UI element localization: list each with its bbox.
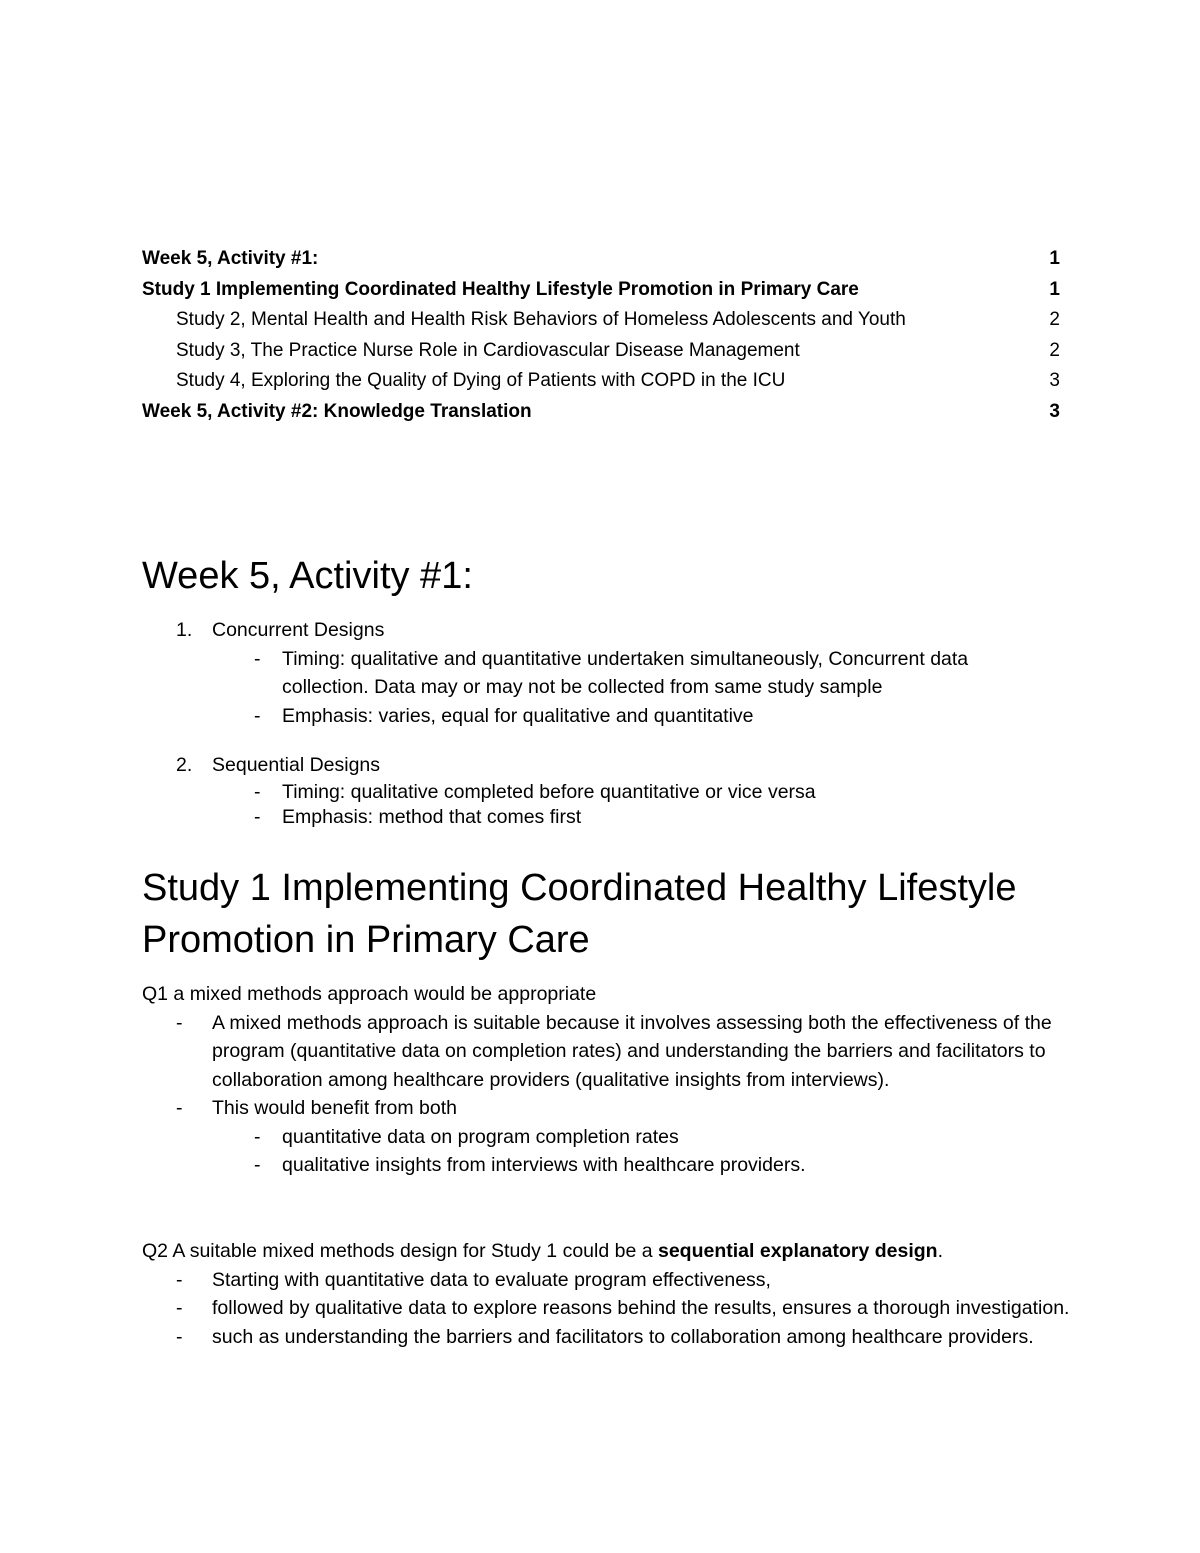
dash-bullet: - xyxy=(254,780,261,803)
bullet-item xyxy=(142,1323,1072,1352)
section-heading: Study 1 Implementing Coordinated Healthy Lifestyle Promotion in Primary Care xyxy=(142,867,1017,961)
bullet-item xyxy=(142,780,1042,805)
bullet-item xyxy=(142,1266,1072,1295)
bullet-item xyxy=(142,702,1042,731)
list-item xyxy=(142,616,1042,645)
dash-bullet: - xyxy=(254,805,261,828)
dash-bullet: - xyxy=(176,1325,183,1348)
toc-entry-page: 2 xyxy=(1049,339,1060,361)
dash-bullet: - xyxy=(176,1297,183,1319)
bullet-text: such as understanding the barriers and facilitators to collaboration among healthcare providers. xyxy=(212,1325,1034,1348)
list-item-title: Concurrent Designs xyxy=(212,619,385,641)
dash-bullet: - xyxy=(176,1011,183,1034)
toc-entry-text: Study 4, Exploring the Quality of Dying of Patients with COPD in the ICU xyxy=(176,370,786,392)
bullet-item xyxy=(142,645,1042,702)
dash-bullet: - xyxy=(176,1097,183,1119)
toc-entry-page: 1 xyxy=(1049,248,1060,269)
toc-entry-text: Week 5, Activity #1: xyxy=(142,248,319,269)
numbered-list xyxy=(142,616,1042,730)
toc-entry[interactable] xyxy=(142,397,1060,428)
question-text-end: . xyxy=(937,1240,943,1262)
toc-entry-page: 2 xyxy=(1049,309,1060,331)
toc-entry[interactable] xyxy=(142,336,1060,367)
dash-bullet: - xyxy=(254,1125,261,1148)
toc-entry-page: 1 xyxy=(1049,278,1060,300)
bullet-text: Timing: qualitative and quantitative undertaken simultaneously, Concurrent data collection. Data may or may not be collected from same study sample xyxy=(282,647,969,698)
bullet-item xyxy=(142,1094,1072,1123)
list-item xyxy=(142,751,1042,780)
numbered-list xyxy=(142,751,1042,830)
bullet-text: Emphasis: method that comes first xyxy=(282,805,582,828)
dash-bullet: - xyxy=(254,647,261,670)
list-number: 1. xyxy=(176,619,193,641)
list-item-title: Sequential Designs xyxy=(212,754,381,776)
bullet-text: qualitative insights from interviews with healthcare providers. xyxy=(282,1154,806,1176)
bullet-text: quantitative data on program completion rates xyxy=(282,1125,679,1148)
toc-entry-page: 3 xyxy=(1049,370,1060,392)
toc-entry-page: 3 xyxy=(1049,400,1060,422)
toc-entry-text: Study 2, Mental Health and Health Risk Behaviors of Homeless Adolescents and Youth xyxy=(176,309,906,331)
bullet-text: followed by qualitative data to explore reasons behind the results, ensures a thorough investigation. xyxy=(212,1297,1070,1319)
question-text xyxy=(142,1237,1072,1266)
dash-bullet: - xyxy=(254,1154,261,1176)
question-text-start: Q2 A suitable mixed methods design for Study 1 could be a xyxy=(142,1240,658,1262)
dash-bullet: - xyxy=(254,704,261,727)
bullet-text: This would benefit from both xyxy=(212,1097,457,1119)
section-heading: Week 5, Activity #1: xyxy=(142,555,473,597)
bullet-text: Timing: qualitative completed before quantitative or vice versa xyxy=(282,780,816,803)
dash-bullet: - xyxy=(176,1268,183,1291)
list-number: 2. xyxy=(176,754,193,776)
toc-entry-text: Study 1 Implementing Coordinated Healthy Lifestyle Promotion in Primary Care xyxy=(142,278,859,300)
design-term: sequential explanatory design xyxy=(657,1240,938,1262)
bullet-item xyxy=(142,805,1042,830)
bullet-item xyxy=(142,1009,1072,1095)
question-2-block xyxy=(142,1237,1072,1351)
table-of-contents xyxy=(142,244,1060,428)
toc-entry-text: Week 5, Activity #2: Knowledge Translation xyxy=(142,400,532,422)
bullet-text: A mixed methods approach is suitable because it involves assessing both the effectiveness of the program (quantitative data on completion rates) and understanding the barriers and facilitators to collaboration among healthcare providers (qualitative insights from interviews). xyxy=(212,1011,1052,1091)
toc-entry-text: Study 3, The Practice Nurse Role in Cardiovascular Disease Management xyxy=(176,339,800,361)
toc-entry[interactable] xyxy=(142,305,1060,336)
toc-entry[interactable] xyxy=(142,366,1060,397)
sub-bullet-item xyxy=(142,1151,1072,1180)
toc-entry[interactable] xyxy=(142,244,1060,275)
sub-bullet-item xyxy=(142,1123,1072,1152)
question-1-block xyxy=(142,980,1072,1180)
toc-entry[interactable] xyxy=(142,275,1060,306)
bullet-text: Emphasis: varies, equal for qualitative and quantitative xyxy=(282,704,754,727)
bullet-text: Starting with quantitative data to evaluate program effectiveness, xyxy=(212,1268,771,1291)
bullet-item xyxy=(142,1294,1072,1323)
question-text: Q1 a mixed methods approach would be appropriate xyxy=(142,983,597,1005)
